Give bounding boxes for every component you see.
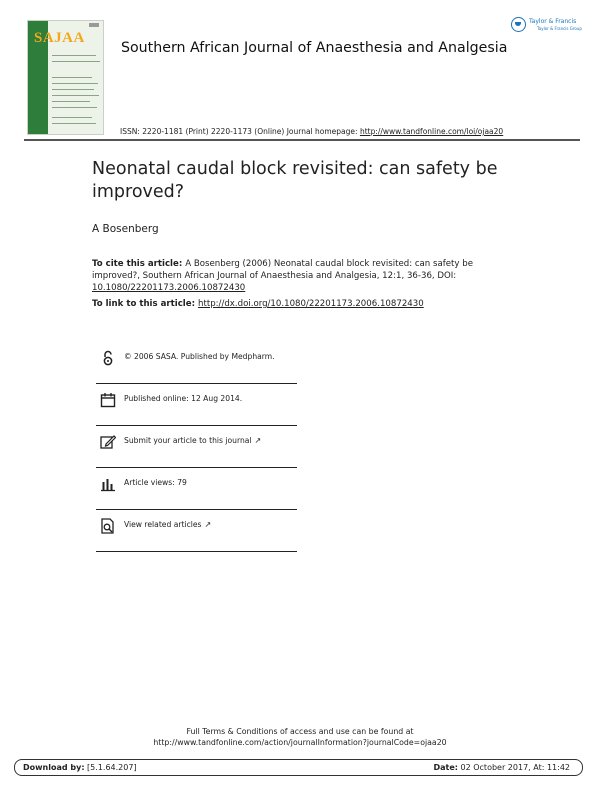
info-row-submit[interactable]	[96, 426, 297, 468]
journal-title: Southern African Journal of Anaesthesia and Analgesia	[121, 40, 508, 56]
info-row-published	[96, 384, 297, 426]
calendar-icon	[100, 392, 116, 408]
article-link-label: To link to this article:	[92, 299, 199, 309]
citation-block	[92, 258, 492, 294]
external-link-icon: ↗	[254, 436, 262, 445]
submit-article-link[interactable]: Submit your article to this journal ↗	[124, 436, 262, 445]
citation-text: A Bosenberg (2006) Neonatal caudal block revisited: can safety be improved?, Southern African Journal of Anaesthesia and Analgesia, 12:1, 36-36, DOI:	[92, 259, 473, 281]
article-info-list	[96, 342, 297, 552]
terms-link[interactable]: http://www.tandfonline.com/action/journalInformation?journalCode=ojaa20	[153, 738, 447, 747]
article-views-text: Article views: 79	[124, 478, 187, 487]
cover-logo: SAJAA	[34, 30, 85, 46]
citation-label: To cite this article:	[92, 259, 186, 269]
publisher-logo[interactable]	[511, 17, 583, 35]
edit-icon	[100, 434, 116, 450]
terms-notice	[0, 726, 600, 748]
publisher-name: Taylor & Francis	[529, 18, 577, 25]
terms-line-1: Full Terms & Conditions of access and use can be found at	[186, 727, 414, 736]
article-link[interactable]: http://dx.doi.org/10.1080/22201173.2006.10872430	[198, 299, 424, 309]
issn-line	[120, 127, 503, 136]
related-articles-link[interactable]: View related articles ↗	[124, 520, 212, 529]
cover-badge	[89, 23, 99, 27]
publisher-sub: Taylor & Francis Group	[537, 26, 582, 31]
document-search-icon	[100, 518, 116, 534]
citation-doi-link[interactable]: 10.1080/22201173.2006.10872430	[92, 283, 246, 293]
info-row-views	[96, 468, 297, 510]
download-date: Date: 02 October 2017, At: 11:42	[433, 763, 570, 772]
publisher-logo-icon	[511, 17, 526, 32]
open-access-lock-icon	[100, 350, 116, 366]
bar-chart-icon	[100, 476, 116, 492]
published-date-text: Published online: 12 Aug 2014.	[124, 394, 243, 403]
journal-homepage-link[interactable]: http://www.tandfonline.com/loi/ojaa20	[359, 127, 504, 136]
journal-cover-image	[27, 20, 104, 135]
issn-text: ISSN: 2220-1181 (Print) 2220-1173 (Online) Journal homepage:	[120, 127, 360, 136]
article-author: A Bosenberg	[92, 223, 159, 235]
header-divider	[24, 139, 580, 141]
article-link-line	[92, 299, 424, 309]
external-link-icon: ↗	[204, 520, 212, 529]
copyright-text: © 2006 SASA. Published by Medpharm.	[124, 352, 275, 361]
download-info-bar	[14, 759, 583, 776]
download-by: Download by: [5.1.64.207]	[23, 763, 137, 772]
article-title: Neonatal caudal block revisited: can safety be improved?	[92, 159, 498, 202]
info-row-related[interactable]	[96, 510, 297, 552]
info-row-copyright	[96, 342, 297, 384]
